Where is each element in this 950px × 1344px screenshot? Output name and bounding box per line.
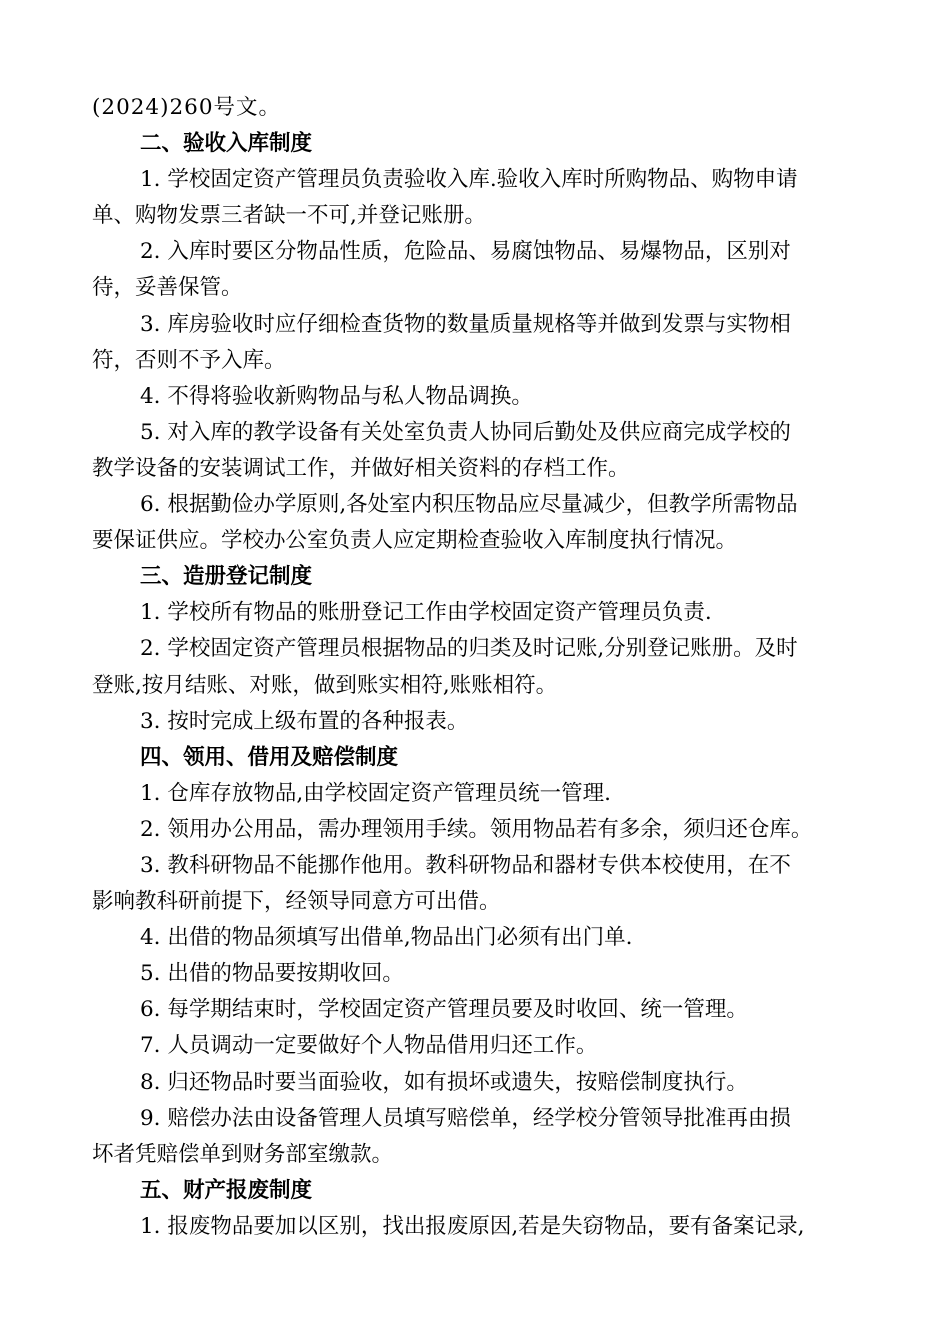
paragraph-line: 4. 出借的物品须填写出借单,物品出门必须有出门单. <box>140 925 633 951</box>
paragraph-line: 6. 根据勤俭办学原则,各处室内积压物品应尽量减少，但教学所需物品 <box>140 492 798 518</box>
paragraph-line: 2. 学校固定资产管理员根据物品的归类及时记账,分别登记账册。及时 <box>140 636 798 662</box>
paragraph-line: 3. 按时完成上级布置的各种报表。 <box>140 708 469 734</box>
text-line: (2024)260号文。 <box>92 95 282 120</box>
text-line: 登账,按月结账、对账，做到账实相符,账账相符。 <box>92 672 558 698</box>
section-heading: 三、造册登记制度 <box>140 564 313 590</box>
paragraph-line: 3. 库房验收时应仔细检查货物的数量质量规格等并做到发票与实物相 <box>140 311 791 337</box>
paragraph-line: 1. 报废物品要加以区别，找出报废原因,若是失窃物品，要有备案记录, <box>140 1213 805 1239</box>
paragraph-line: 5. 对入库的教学设备有关处室负责人协同后勤处及供应商完成学校的 <box>140 419 791 445</box>
text-line: 教学设备的安装调试工作，并做好相关资料的存档工作。 <box>92 455 630 481</box>
section-heading: 四、领用、借用及赔偿制度 <box>140 744 399 770</box>
paragraph-line: 1. 学校固定资产管理员负责验收入库.验收入库时所购物品、购物申请 <box>140 167 798 193</box>
section-heading: 五、财产报废制度 <box>140 1177 313 1203</box>
paragraph-line: 8. 归还物品时要当面验收，如有损坏或遗失，按赔偿制度执行。 <box>140 1069 748 1095</box>
paragraph-line: 2. 领用办公用品，需办理领用手续。领用物品若有多余，须归还仓库。 <box>140 816 813 842</box>
paragraph-line: 3. 教科研物品不能挪作他用。教科研物品和器材专供本校使用，在不 <box>140 852 791 878</box>
paragraph-line: 9. 赔偿办法由设备管理人员填写赔偿单，经学校分管领导批准再由损 <box>140 1105 791 1131</box>
paragraph-line: 4. 不得将验收新购物品与私人物品调换。 <box>140 383 533 409</box>
text-line: 单、购物发票三者缺一不可,并登记账册。 <box>92 203 486 229</box>
paragraph-line: 1. 学校所有物品的账册登记工作由学校固定资产管理员负责. <box>140 600 712 626</box>
paragraph-line: 6. 每学期结束时，学校固定资产管理员要及时收回、统一管理。 <box>140 997 748 1023</box>
text-line: 要保证供应。学校办公室负责人应定期检查验收入库制度执行情况。 <box>92 528 738 554</box>
document-page <box>92 90 892 1245</box>
text-line: 待，妥善保管。 <box>92 275 243 301</box>
text-line: 坏者凭赔偿单到财务部室缴款。 <box>92 1141 394 1167</box>
text-line: 影响教科研前提下，经领导同意方可出借。 <box>92 889 501 915</box>
section-heading: 二、验收入库制度 <box>140 131 313 157</box>
paragraph-line: 2. 入库时要区分物品性质，危险品、易腐蚀物品、易爆物品，区别对 <box>140 239 791 265</box>
paragraph-line: 1. 仓库存放物品,由学校固定资产管理员统一管理. <box>140 780 612 806</box>
text-line: 符，否则不予入库。 <box>92 347 286 373</box>
paragraph-line: 5. 出借的物品要按期收回。 <box>140 961 404 987</box>
paragraph-line: 7. 人员调动一定要做好个人物品借用归还工作。 <box>140 1033 598 1059</box>
